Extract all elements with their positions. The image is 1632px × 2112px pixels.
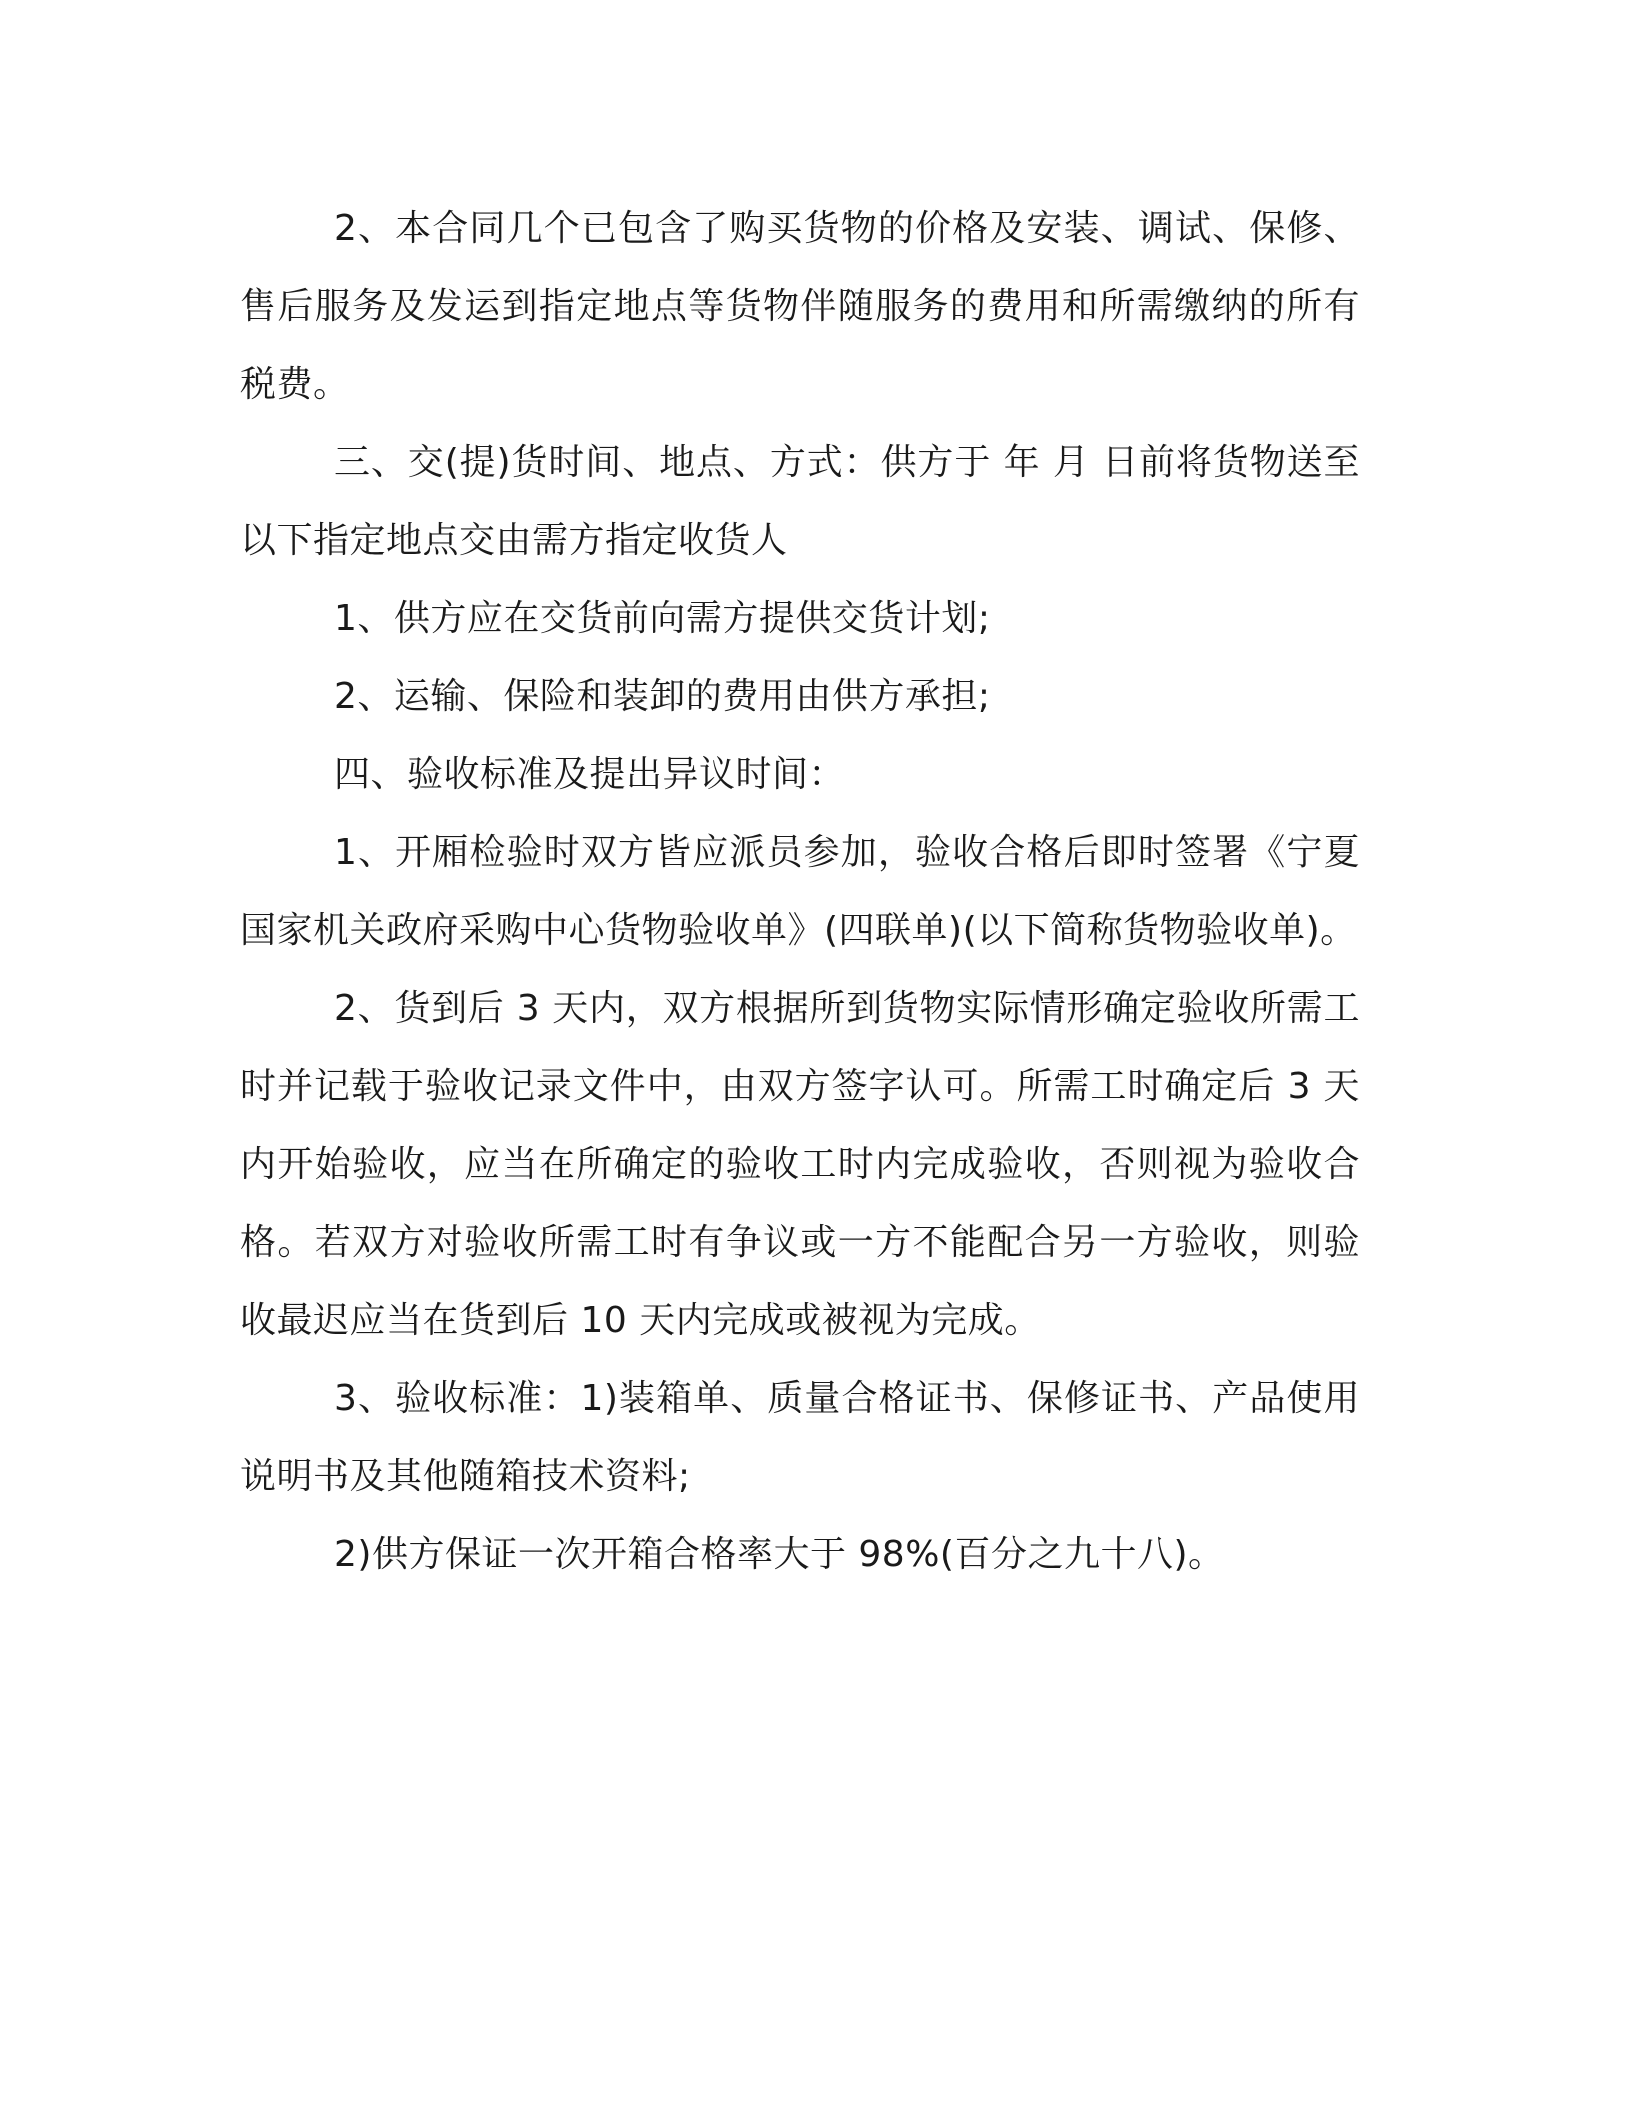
document-body: [240, 190, 1360, 1594]
paragraph-pass-rate: 2)供方保证一次开箱合格率大于 98%(百分之九十八)。: [334, 1534, 1225, 1575]
paragraph-price-includes: 2、本合同几个已包含了购买货物的价格及安装、调试、保修、售后服务及发运到指定地点等货物伴随服务的费用和所需缴纳的所有税费。: [240, 208, 1360, 405]
paragraph-transport-costs: 2、运输、保险和装卸的费用由供方承担;: [334, 676, 991, 717]
paragraph-unpacking-inspection: 1、开厢检验时双方皆应派员参加，验收合格后即时签署《宁夏国家机关政府采购中心货物验收单》(四联单)(以下简称货物验收单)。: [240, 832, 1360, 951]
paragraph-acceptance-heading: 四、验收标准及提出异议时间：: [334, 754, 846, 795]
paragraph-delivery-plan: 1、供方应在交货前向需方提供交货计划;: [334, 598, 991, 639]
paragraph-acceptance-timing: 2、货到后 3 天内，双方根据所到货物实际情形确定验收所需工时并记载于验收记录文件中，由双方签字认可。所需工时确定后 3 天内开始验收，应当在所确定的验收工时内完成验收，否则视为验收合格。若双方对验收所需工时有争议或一方不能配合另一方验收，则验收最迟应当在货到后 10 天内完成或被视为完成。: [240, 988, 1360, 1341]
paragraph-delivery-time-place: 三、交(提)货时间、地点、方式：供方于 年 月 日前将货物送至以下指定地点交由需方指定收货人: [240, 442, 1360, 561]
paragraph-acceptance-standard: 3、验收标准：1)装箱单、质量合格证书、保修证书、产品使用说明书及其他随箱技术资料;: [240, 1378, 1360, 1497]
